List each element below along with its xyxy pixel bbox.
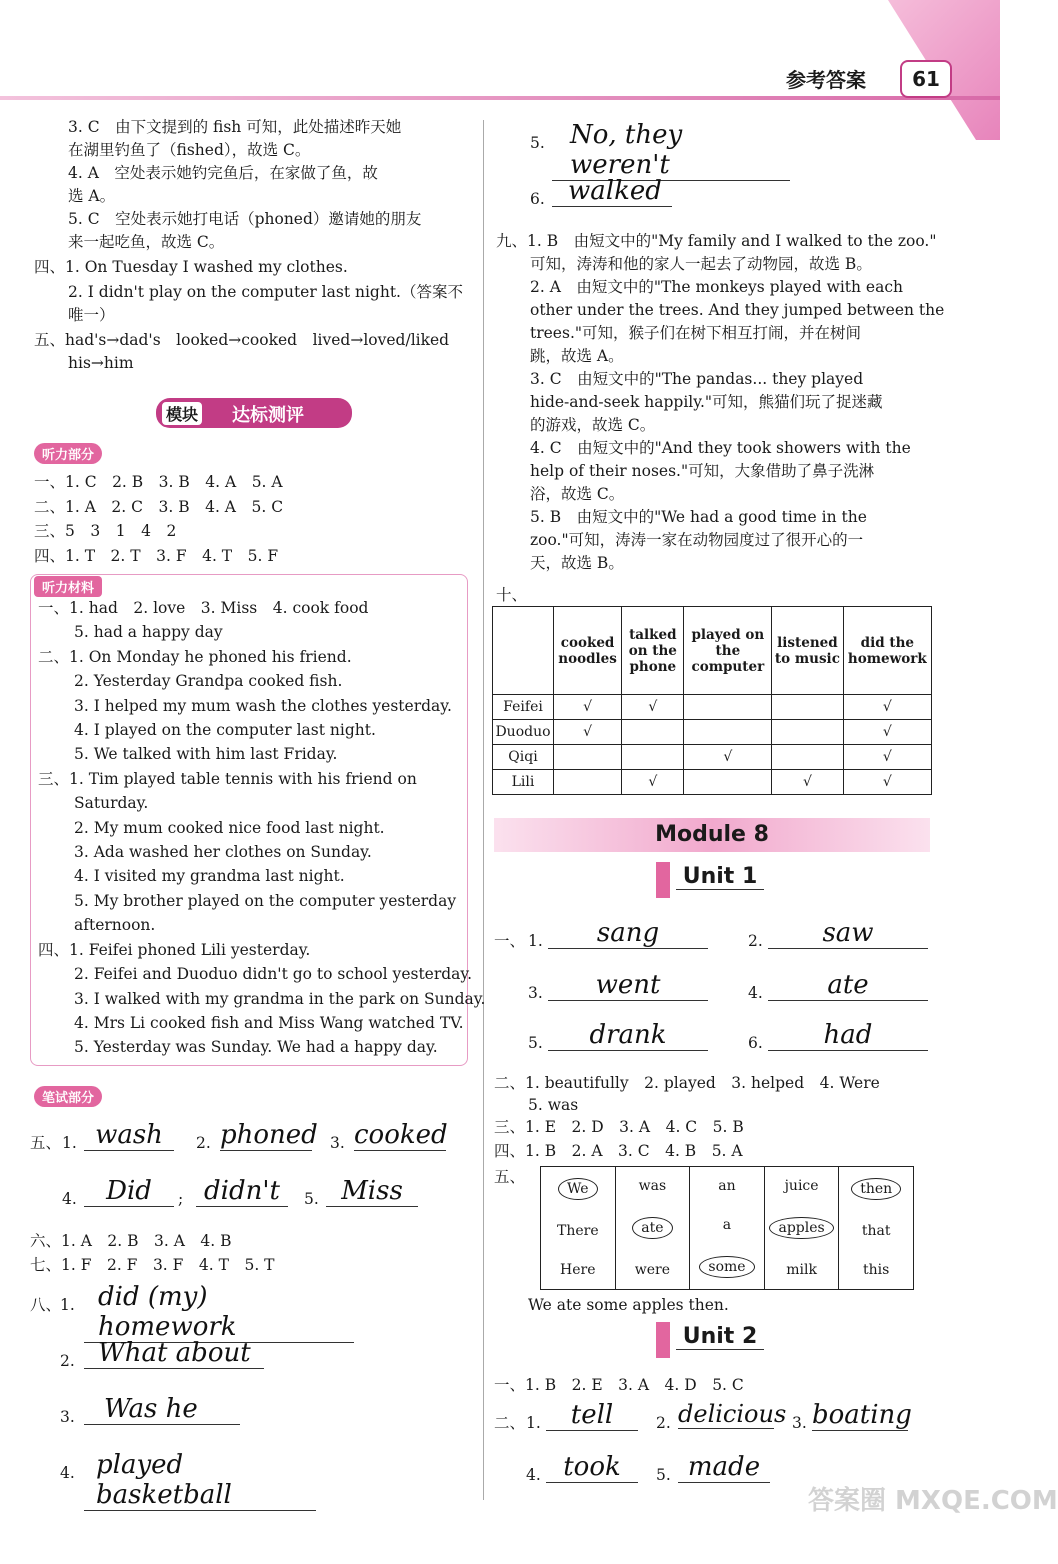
material-line: 2. My mum cooked nice food last night. [74, 818, 385, 837]
word-column [616, 1167, 691, 1289]
sec5-answer-1: wash [84, 1120, 174, 1151]
material-line: 四、1. Feifei phoned Lili yesterday. [38, 940, 311, 959]
u2-answer-4: took [546, 1452, 638, 1483]
sec5-num: 3. [330, 1134, 345, 1152]
header-bar [0, 96, 1000, 100]
check-cell [772, 720, 843, 745]
u1-answer-2: saw [768, 918, 928, 949]
word-column [541, 1167, 616, 1289]
material-line: 5. My brother played on the computer yesterday [74, 891, 457, 910]
answer-line: 来一起吃鱼，故选 C。 [68, 233, 225, 251]
right-num: 5. [530, 134, 545, 152]
sec5-answer-4a: Did [84, 1176, 174, 1207]
u2-sec1-answers: 一、1. B 2. E 3. A 4. D 5. C [494, 1376, 744, 1394]
word-circled: then [851, 1178, 901, 1200]
u2-num: 2. [656, 1414, 671, 1432]
check-cell [622, 720, 684, 745]
explanation-line: 浴，故选 C。 [530, 485, 625, 503]
unit-title: Unit 1 [676, 864, 764, 890]
check-cell [772, 745, 843, 770]
u1-sec4-answers: 四、1. B 2. A 3. C 4. B 5. A [494, 1142, 743, 1160]
sec5-answer-5: Miss [326, 1176, 418, 1207]
u2-answer-2: delicious [678, 1400, 787, 1428]
word-circled: ate [632, 1217, 672, 1239]
row-name: Qiqi [493, 745, 554, 770]
check-cell: √ [843, 745, 931, 770]
explanation-line: 4. C 由短文中的"And they took showers with the [530, 439, 911, 457]
answer-6-handwritten: walked [552, 176, 672, 207]
u1-sec2-answers-cont: 5. was [528, 1096, 579, 1114]
sec5-num: 1. [62, 1134, 77, 1152]
material-line: 2. Yesterday Grandpa cooked fish. [74, 672, 343, 691]
module-test-title2: 达标测评 [232, 405, 304, 426]
material-line: 4. Mrs Li cooked fish and Miss Wang watched TV. [74, 1013, 464, 1032]
table-row [493, 695, 932, 720]
answer-line: 在湖里钓鱼了（fished），故选 C。 [68, 141, 311, 159]
material-line: 4. I visited my grandma last night. [74, 867, 345, 886]
sec5-answer-3: cooked [354, 1120, 448, 1150]
answer-line: 五、had's→dad's looked→cooked lived→loved/liked [34, 331, 450, 349]
table-header: did the homework [843, 607, 931, 695]
header-title: 参考答案 [786, 68, 866, 92]
sec5-num: 2. [196, 1134, 211, 1152]
explanation-line: hide-and-seek happily."可知，熊猫们玩了捉迷藏 [530, 393, 883, 411]
u1-answer-3: went [548, 970, 708, 1001]
left-top-answers [34, 116, 474, 375]
u2-answer-3: boating [812, 1400, 912, 1430]
unit-icon [656, 862, 670, 898]
sec5-label: 五、 [30, 1134, 62, 1152]
sec8-num: 2. [60, 1352, 75, 1370]
u2-num: 5. [656, 1466, 671, 1484]
table-header: listened to music [772, 607, 843, 695]
page-number: 61 [900, 60, 952, 98]
sec5-num: 4. [62, 1190, 77, 1208]
answer-line: 5. C 空处表示她打电话（phoned）邀请她的朋友 [68, 210, 422, 228]
u2-num: 1. [526, 1414, 541, 1432]
written-badge: 笔试部分 [34, 1086, 102, 1107]
explanation-line: 可知，涛涛和他的家人一起去了动物园，故选 B。 [530, 255, 872, 273]
answer-line: 2. I didn't play on the computer last night.（答案不 [68, 283, 463, 301]
material-line: 3. Ada washed her clothes on Sunday. [74, 843, 372, 862]
unit-icon [656, 1322, 670, 1358]
u1-answer-5: drank [548, 1020, 708, 1051]
material-line: 一、1. had 2. love 3. Miss 4. cook food [38, 599, 369, 617]
material-line: 3. I walked with my grandma in the park on Sunday. [74, 989, 486, 1008]
explanation-line: other under the trees. And they jumped between the [530, 301, 945, 319]
answer-line: 四、1. T 2. T 3. F 4. T 5. F [34, 546, 279, 565]
answer-line: 三、5 3 1 4 2 [34, 522, 177, 540]
u1-answer-4: ate [768, 970, 928, 1001]
sec9-explanations [496, 230, 945, 575]
material-line: 三、1. Tim played table tennis with his friend on [38, 769, 417, 788]
sec5-answer-2: phoned [220, 1120, 318, 1150]
u1-num: 4. [748, 984, 763, 1002]
sec6-answers: 六、1. A 2. B 3. A 4. B [30, 1232, 232, 1250]
word-grid [540, 1166, 914, 1290]
word-column [839, 1167, 913, 1289]
check-cell: √ [554, 695, 622, 720]
word: Here [560, 1261, 596, 1278]
module-test-banner [156, 398, 352, 428]
u1-num: 1. [528, 932, 543, 950]
row-name: Duoduo [493, 720, 554, 745]
word-circled: We [558, 1178, 598, 1200]
u1-sec2-answers: 二、1. beautifully 2. played 3. helped 4. Were [494, 1074, 880, 1092]
answer-line: 一、1. C 2. B 3. B 4. A 5. A [34, 473, 283, 491]
word: juice [784, 1178, 819, 1195]
u1-sentence: We ate some apples then. [528, 1296, 729, 1314]
u1-sec5-label: 五、 [494, 1168, 526, 1186]
table-header: played on the computer [684, 607, 772, 695]
material-line: afternoon. [74, 916, 156, 935]
answer-5-handwritten: No, they weren't [552, 120, 790, 181]
row-name: Lili [493, 770, 554, 795]
check-cell: √ [843, 695, 931, 720]
table-row [493, 720, 932, 745]
u1-num: 6. [748, 1034, 763, 1052]
check-cell [772, 695, 843, 720]
sec8-label: 八、 [30, 1296, 62, 1314]
sec8-num: 1. [60, 1296, 75, 1314]
u1-num: 3. [528, 984, 543, 1002]
table-header: talked on the phone [622, 607, 684, 695]
unit-title: Unit 2 [676, 1324, 764, 1350]
explanation-line: 的游戏，故选 C。 [530, 416, 656, 434]
explanation-line: 九、1. B 由短文中的"My family and I walked to the zoo." [496, 232, 937, 250]
table-corner-cell [493, 607, 554, 695]
explanation-line: help of their noses."可知，大象借助了鼻子洗淋 [530, 462, 875, 480]
sec8-num: 4. [60, 1464, 75, 1482]
u2-answer-5: made [678, 1452, 770, 1483]
explanation-line: 2. A 由短文中的"The monkeys played with each [530, 278, 904, 296]
u1-answer-1: sang [548, 918, 708, 949]
explanation-line: 天，故选 B。 [530, 554, 624, 572]
u2-num: 4. [526, 1466, 541, 1484]
column-divider [483, 120, 484, 1500]
listening-answers [34, 470, 283, 568]
explanation-line: trees."可知，猴子们在树下相互打闹，并在树间 [530, 324, 861, 342]
u2-sec2-label: 二、 [494, 1414, 526, 1432]
word: milk [786, 1261, 817, 1278]
check-cell: √ [684, 745, 772, 770]
module-banner: Module 8 [494, 818, 930, 852]
check-cell [622, 745, 684, 770]
check-cell [684, 770, 772, 795]
listening-material-badge: 听力材料 [34, 576, 102, 597]
table-row [493, 770, 932, 795]
sec5-separator: ; [178, 1190, 184, 1208]
word: an [718, 1178, 736, 1195]
word: was [638, 1178, 667, 1195]
word-circled: some [699, 1256, 754, 1278]
sec8-answer-2: What about [84, 1338, 264, 1369]
sec8-answer-1: did (my) homework [84, 1282, 354, 1343]
check-cell: √ [622, 770, 684, 795]
explanation-line: 5. B 由短文中的"We had a good time in the [530, 508, 867, 526]
sec5-num: 5. [304, 1190, 319, 1208]
u1-num: 2. [748, 932, 763, 950]
table-header: cooked noodles [554, 607, 622, 695]
table-row [493, 745, 932, 770]
explanation-line: 跳，故选 A。 [530, 347, 624, 365]
check-cell [684, 720, 772, 745]
answer-line: 四、1. On Tuesday I washed my clothes. [34, 258, 348, 276]
explanation-line: 3. C 由短文中的"The pandas... they played [530, 370, 864, 388]
answer-line: his→him [68, 354, 134, 372]
sec10-label: 十、 [496, 586, 528, 604]
answer-line: 选 A。 [68, 187, 116, 205]
u1-answer-6: had [768, 1020, 928, 1051]
word: that [861, 1222, 891, 1239]
watermark: 答案圈 MXQE.COM [808, 1486, 1058, 1516]
answer-line: 唯一） [68, 306, 115, 324]
explanation-line: zoo."可知，涛涛一家在动物园度过了很开心的一 [530, 531, 864, 549]
word: There [556, 1222, 599, 1239]
check-cell: √ [772, 770, 843, 795]
check-cell [684, 695, 772, 720]
module-test-title1: 模块 [160, 400, 204, 427]
activity-table [492, 606, 932, 795]
u1-sec3-answers: 三、1. E 2. D 3. A 4. C 5. B [494, 1118, 744, 1136]
check-cell: √ [843, 720, 931, 745]
word-column [765, 1167, 840, 1289]
material-line: 二、1. On Monday he phoned his friend. [38, 647, 352, 666]
check-cell: √ [843, 770, 931, 795]
word: this [863, 1261, 890, 1278]
word-circled: apples [769, 1217, 833, 1239]
material-line: 4. I played on the computer last night. [74, 721, 376, 740]
row-name: Feifei [493, 695, 554, 720]
listening-badge: 听力部分 [34, 443, 102, 464]
u1-num: 5. [528, 1034, 543, 1052]
u2-num: 3. [792, 1414, 807, 1432]
material-line: 5. We talked with him last Friday. [74, 745, 338, 764]
check-cell [554, 770, 622, 795]
material-line: 3. I helped my mum wash the clothes yesterday. [74, 696, 452, 715]
sec8-answer-3: Was he [84, 1394, 240, 1425]
right-num: 6. [530, 190, 545, 208]
material-line: 5. Yesterday was Sunday. We had a happy day. [74, 1038, 438, 1057]
material-line: 2. Feifei and Duoduo didn't go to school yesterday. [74, 965, 473, 984]
check-cell: √ [554, 720, 622, 745]
listening-material [38, 596, 486, 1060]
check-cell: √ [622, 695, 684, 720]
word: a [722, 1216, 732, 1233]
u1-sec1-label: 一、 [494, 932, 526, 950]
u2-answer-1: tell [546, 1400, 638, 1431]
word-column [690, 1167, 765, 1289]
answer-line: 3. C 由下文提到的 fish 可知，此处描述昨天她 [68, 118, 402, 136]
sec8-answer-4: played basketball [84, 1450, 316, 1511]
table-header-row [493, 607, 932, 695]
word: were [634, 1261, 671, 1278]
sec7-answers: 七、1. F 2. F 3. F 4. T 5. T [30, 1256, 275, 1274]
sec5-answer-4b: didn't [196, 1176, 288, 1207]
material-line: Saturday. [74, 794, 149, 813]
check-cell [554, 745, 622, 770]
sec8-num: 3. [60, 1408, 75, 1426]
material-line: 5. had a happy day [74, 623, 223, 642]
answer-line: 4. A 空处表示她钓完鱼后，在家做了鱼，故 [68, 164, 378, 182]
answer-line: 二、1. A 2. C 3. B 4. A 5. C [34, 497, 284, 516]
